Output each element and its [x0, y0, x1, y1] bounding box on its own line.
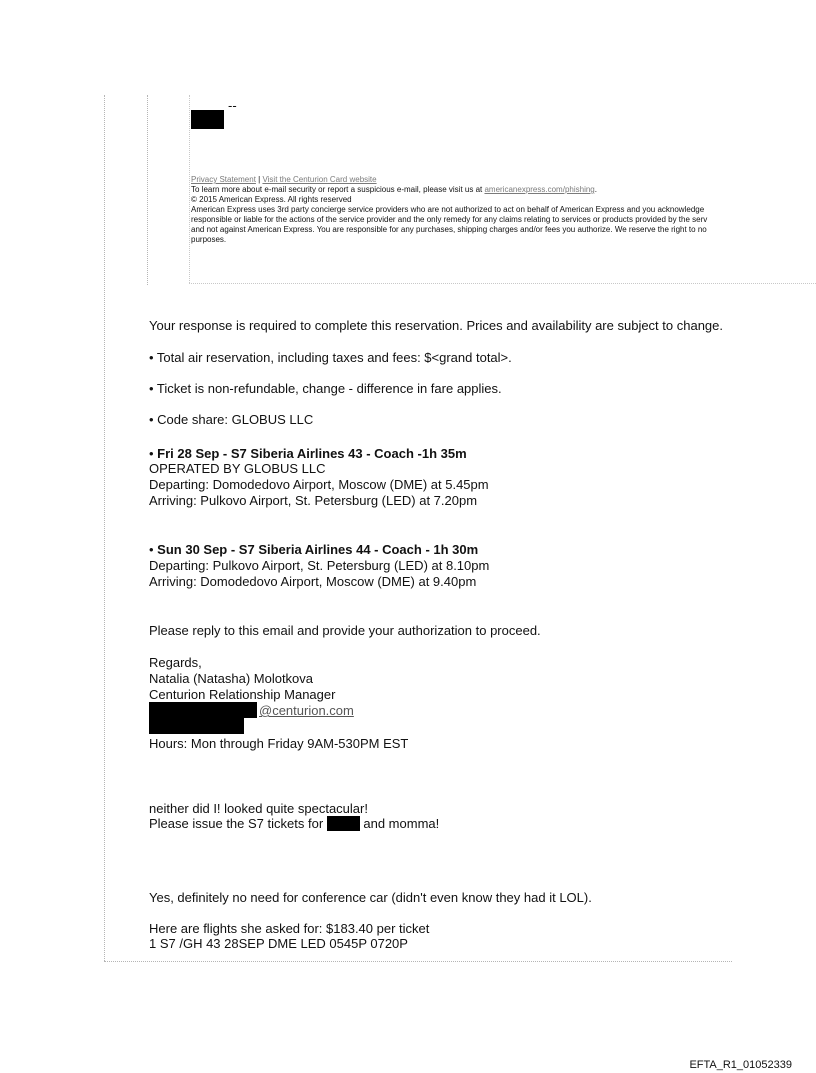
- disclaimer-line-2: responsible or liable for the actions of the service provider and the only remedy for any claims relating to services or products provided by the serv: [191, 215, 708, 224]
- flight2-bullet: •: [149, 542, 158, 557]
- thread-bottom-rule: [104, 961, 732, 962]
- flight2-departing: Departing: Pulkovo Airport, St. Petersburg (LED) at 8.10pm: [149, 558, 490, 573]
- redaction-block: [191, 110, 224, 129]
- conference-car-note: Yes, definitely no need for conference car (didn't even know they had it LOL).: [149, 890, 592, 905]
- disclaimer-line-3: and not against American Express. You are responsible for any purchases, shipping charges and/or fees you authorize. We reserve the right to no: [191, 225, 707, 234]
- authorization-request: Please reply to this email and provide your authorization to proceed.: [149, 623, 541, 638]
- bullet-ticket-terms: • Ticket is non-refundable, change - difference in fare applies.: [149, 381, 502, 396]
- flight2-heading: [149, 542, 478, 557]
- flight1-arriving: Arriving: Pulkovo Airport, St. Petersburg (LED) at 7.20pm: [149, 493, 478, 508]
- flight1-bullet: •: [149, 446, 158, 461]
- bullet-code-share: • Code share: GLOBUS LLC: [149, 412, 314, 427]
- quoted-left-rule: [189, 95, 190, 283]
- office-hours: Hours: Mon through Friday 9AM-530PM EST: [149, 736, 409, 751]
- reply-line-1: neither did I! looked quite spectacular!: [149, 801, 368, 816]
- disclaimer-line-4: purposes.: [191, 235, 227, 244]
- document-id: EFTA_R1_01052339: [689, 1059, 792, 1071]
- copyright-line: © 2015 American Express. All rights reserved: [191, 195, 352, 204]
- sender-name: Natalia (Natasha) Molotkova: [149, 671, 314, 686]
- bullet-total-reservation: • Total air reservation, including taxes and fees: $<grand total>.: [149, 350, 512, 365]
- flight2-heading-text: Sun 30 Sep - S7 Siberia Airlines 44 - Coach - 1h 30m: [157, 542, 479, 557]
- link-separator: |: [255, 175, 263, 184]
- flight2-arriving: Arriving: Domodedovo Airport, Moscow (DME) at 9.40pm: [149, 574, 477, 589]
- redaction-block: [149, 702, 257, 718]
- flight1-heading: [149, 446, 467, 461]
- reply-line-2: [149, 816, 439, 831]
- redaction-block: [149, 718, 244, 734]
- reservation-intro: Your response is required to complete this reservation. Prices and availability are subject to change.: [149, 318, 723, 333]
- learn-more-text: To learn more about e-mail security or report a suspicious e-mail, please visit us at: [191, 185, 485, 194]
- reply-left-rule: [147, 95, 148, 285]
- centurion-website-link[interactable]: Visit the Centurion Card website: [262, 175, 377, 184]
- regards: Regards,: [149, 655, 202, 670]
- learn-more-period: .: [594, 185, 597, 194]
- disclaimer-line-1: American Express uses 3rd party concierge service providers who are not authorized to act on behalf of American Express and you acknowledge: [191, 205, 705, 214]
- reply-line-2-after: and momma!: [359, 816, 440, 831]
- signature-dashes: --: [228, 98, 237, 113]
- flight1-heading-text: Fri 28 Sep - S7 Siberia Airlines 43 - Coach -1h 35m: [157, 446, 467, 461]
- privacy-statement-link[interactable]: Privacy Statement: [191, 175, 256, 184]
- sender-email-link[interactable]: @centurion.com: [259, 703, 354, 718]
- flight1-departing: Departing: Domodedovo Airport, Moscow (DME) at 5.45pm: [149, 477, 489, 492]
- quoted-links-line: [191, 175, 377, 185]
- phishing-link[interactable]: americanexpress.com/phishing: [484, 185, 595, 194]
- itinerary-line: 1 S7 /GH 43 28SEP DME LED 0545P 0720P: [149, 936, 408, 951]
- flight1-operated: OPERATED BY GLOBUS LLC: [149, 461, 326, 476]
- quoted-bottom-rule: [189, 283, 816, 284]
- sender-title: Centurion Relationship Manager: [149, 687, 336, 702]
- quoted-learn-more-line: [191, 185, 597, 195]
- reply-line-2-before: Please issue the S7 tickets for: [149, 816, 327, 831]
- flights-asked: Here are flights she asked for: $183.40 per ticket: [149, 921, 430, 936]
- redaction-block: [327, 816, 360, 831]
- sender-email: [259, 703, 354, 718]
- thread-left-rule: [104, 95, 105, 961]
